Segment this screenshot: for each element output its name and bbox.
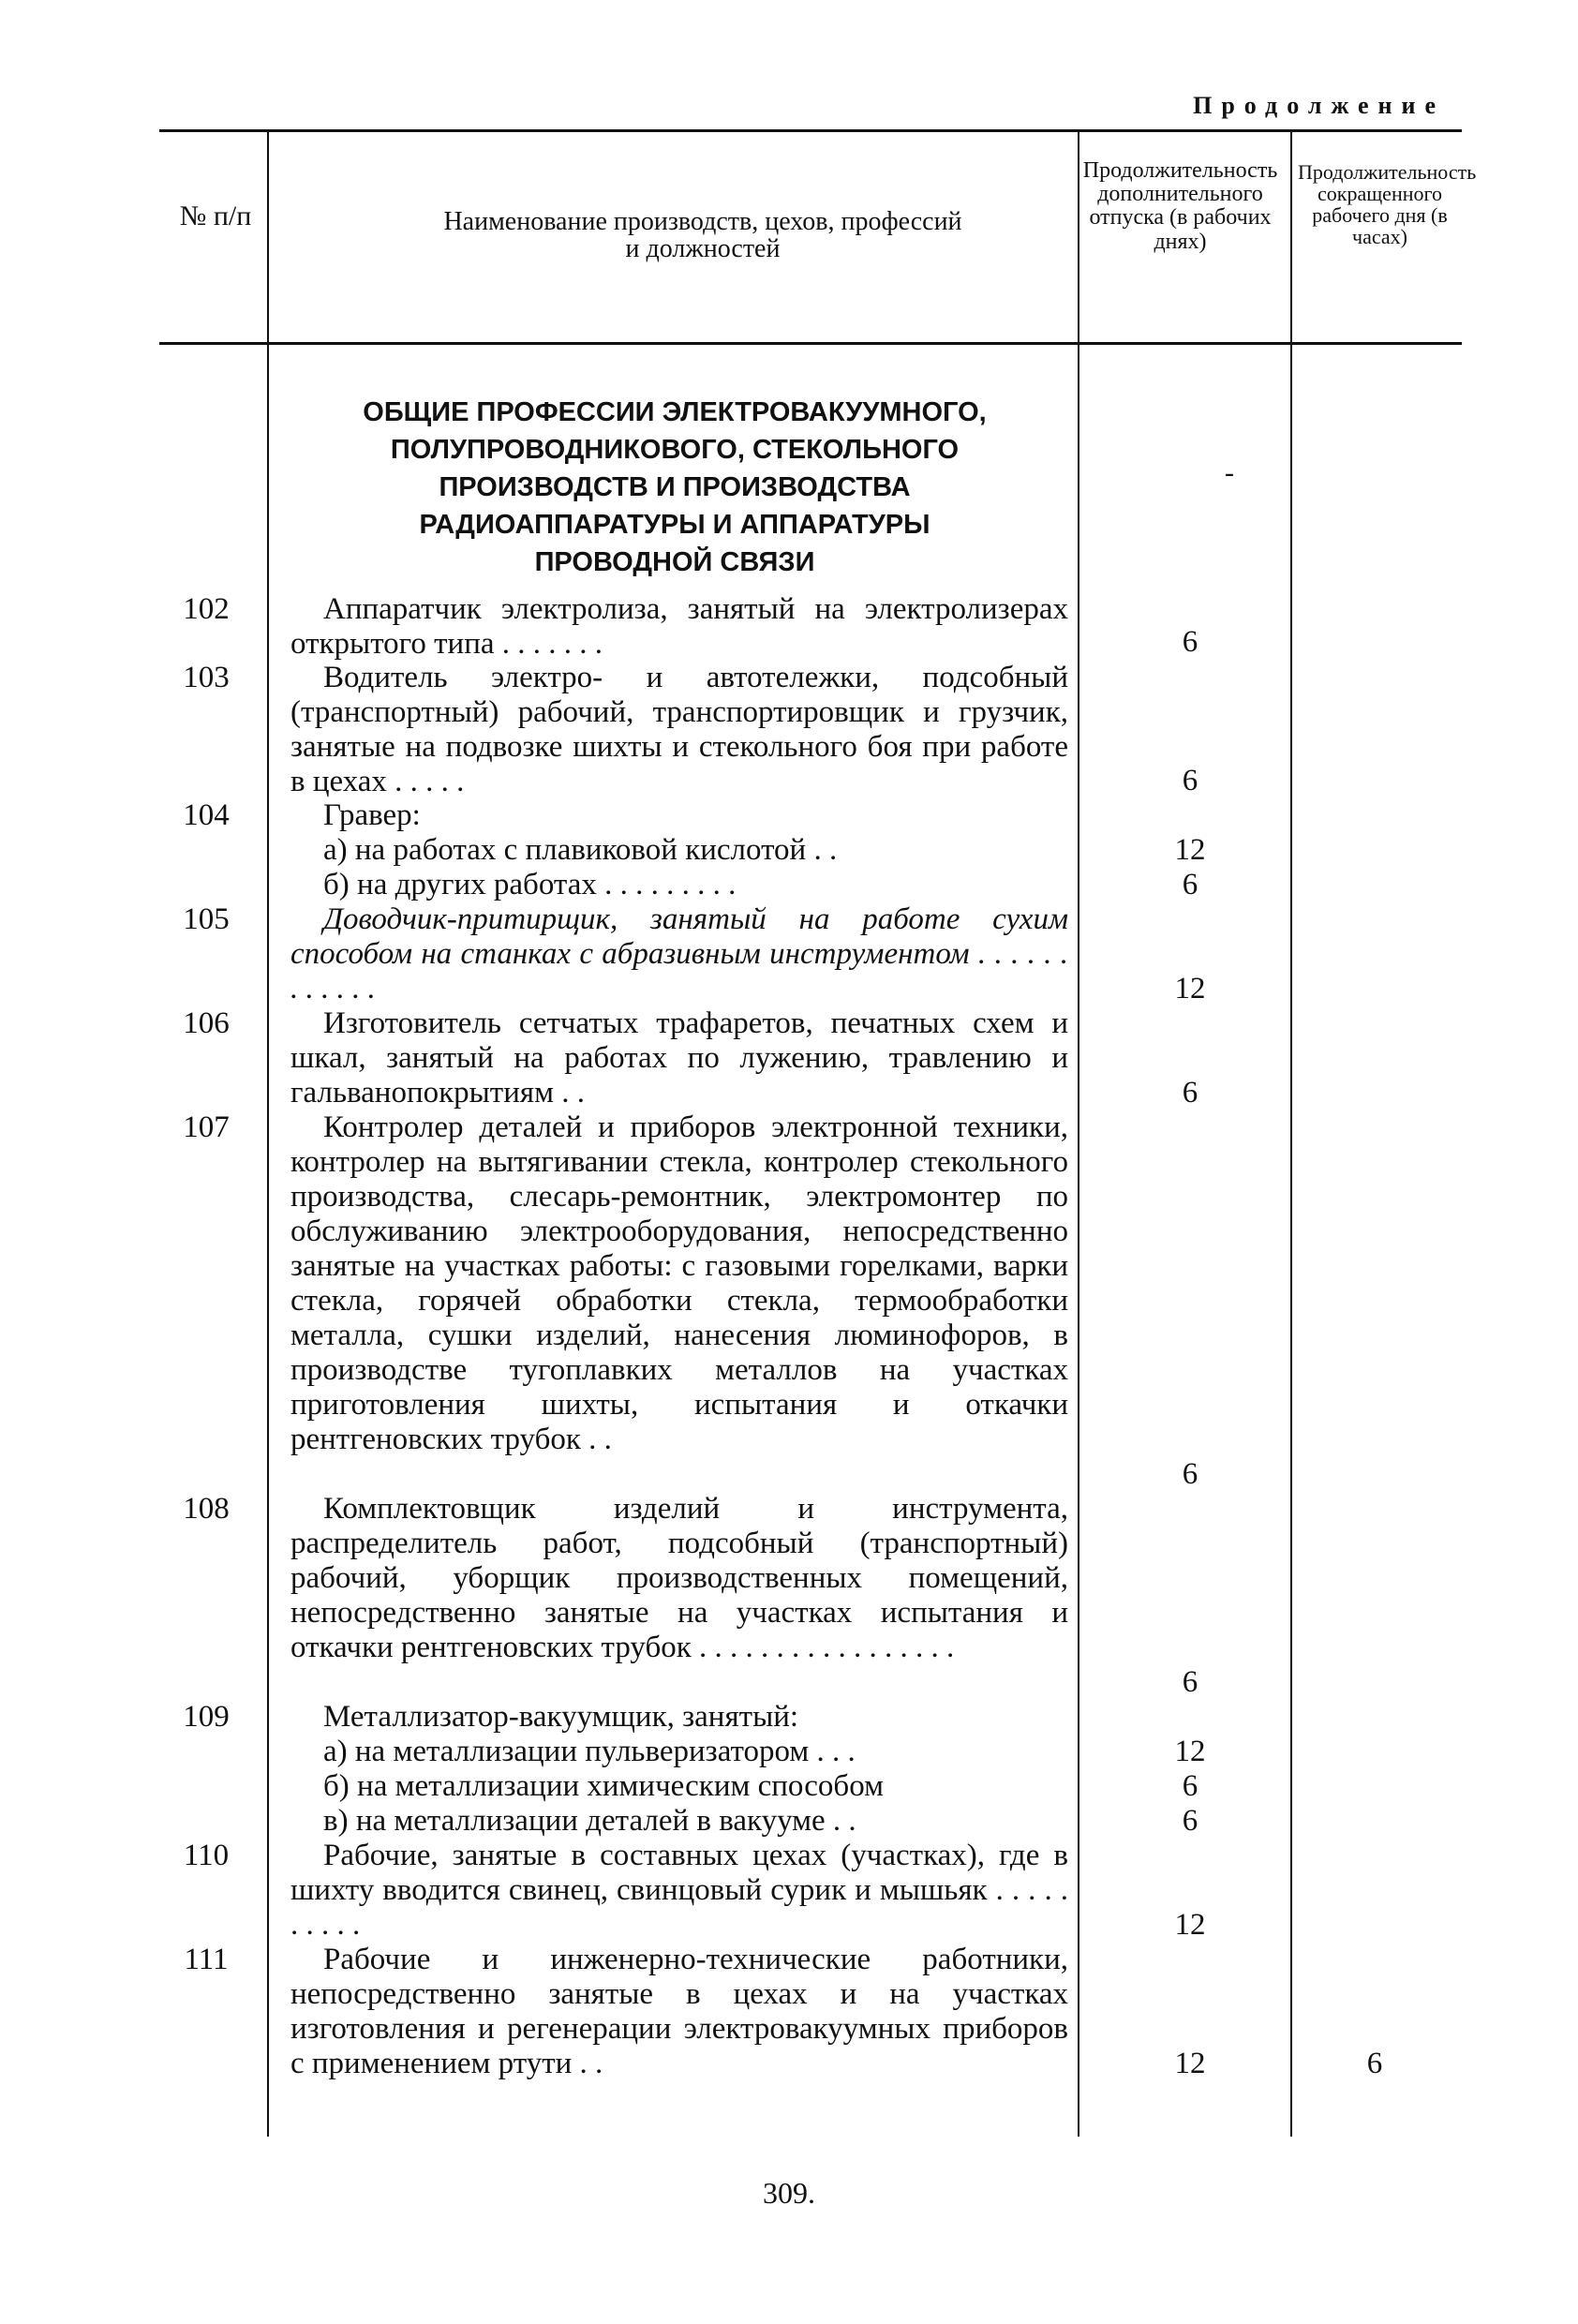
row-number: 106: [183, 1006, 230, 1040]
row-number: 103: [183, 661, 230, 694]
row-leave: 12: [1174, 1908, 1206, 1942]
row-text: Металлизатор-вакуумщик, занятый:: [323, 1700, 799, 1734]
row-text: Аппаратчик электролиза, занятый на электролизерах открытого типа . . . . . . .: [290, 592, 1068, 661]
row-number: 110: [183, 1839, 230, 1872]
row-leave: 6: [1182, 1457, 1198, 1491]
row-leave: 6: [1182, 1804, 1198, 1838]
row-text: б) на других работах . . . . . . . . .: [323, 868, 737, 901]
row-text: а) на работах с плавиковой кислотой . .: [323, 833, 838, 867]
row-text: Доводчик-притирщик, занятый на работе сухим способом на станках с абразивным инструментом . . . . . . . . . . . .: [290, 902, 1068, 1006]
header-reduced-day: Продолжительность сокращенного рабочего дня (в часах): [1298, 160, 1477, 249]
row-number: 109: [183, 1700, 230, 1734]
row-leave: 12: [1174, 833, 1206, 867]
row-number: 104: [183, 798, 230, 832]
table-top-rule: [159, 129, 1462, 132]
row-number: 102: [183, 592, 230, 626]
page-number: 309.: [763, 2176, 815, 2210]
column-divider: [267, 131, 269, 2137]
section-value: -: [1225, 457, 1234, 488]
row-text: Рабочие и инженерно-технические работники, непосредственно занятые в цехах и на участках изготовления и регенерации электровакуумных приборов с применением ртути . .: [290, 1943, 1068, 2080]
row-text: Водитель электро- и автотележки, подсобный (транспортный) рабочий, транспортировщик и грузчик, занятые на подвозке шихты и стекольного боя при работе в цехах . . . . .: [290, 661, 1068, 798]
row-number: 105: [183, 902, 230, 936]
row-number: 107: [183, 1110, 230, 1144]
row-leave: 12: [1174, 2047, 1206, 2080]
row-leave: 6: [1182, 1665, 1198, 1699]
header-name: Наименование производств, цехов, профессий и должностей: [443, 207, 962, 264]
row-leave: 12: [1174, 1735, 1206, 1768]
row-reduced: 6: [1366, 2047, 1383, 2080]
header-additional-leave: Продолжительность дополнительного отпуска (в рабочих днях): [1082, 158, 1278, 254]
row-leave: 6: [1182, 1076, 1198, 1110]
header-bottom-rule: [159, 342, 1462, 345]
row-text: Рабочие, занятые в составных цехах (участках), где в шихту вводится свинец, свинцовый сурик и мышьяк . . . . . . . . . .: [290, 1839, 1068, 1942]
row-text: Контролер деталей и приборов электронной техники, контролер на вытягивании стекла, контролер стекольного производства, слесарь-ремонтник, электромонтер по обслуживанию электрооборудования, непосредственно занятые на участках работы: с газовыми горелками, варки стекла, горячей обработки стекла, термообработки металла, сушки изделий, нанесения люминофоров, в производстве тугоплавких металлов на участках приготовления шихты, испытания и откачки рентгеновских трубок . .: [290, 1110, 1068, 1456]
row-text: Гравер:: [323, 798, 421, 832]
row-number: 111: [184, 1943, 229, 1976]
row-leave: 6: [1182, 868, 1198, 901]
header-number: № п/п: [179, 201, 252, 231]
row-leave: 6: [1182, 764, 1198, 797]
row-leave: 6: [1182, 625, 1198, 659]
column-divider: [1078, 131, 1079, 2137]
row-text: Комплектовщик изделий и инструмента, распределитель работ, подсобный (транспортный) рабочий, уборщик производственных помещений, непосредственно занятые на участках испытания и откачки рентгеновских трубок . . . . . . . . . . . . . . . . .: [290, 1492, 1068, 1664]
row-text: в) на металлизации деталей в вакууме . .: [323, 1804, 856, 1838]
row-leave: 12: [1174, 972, 1206, 1006]
row-text: Изготовитель сетчатых трафаретов, печатных схем и шкал, занятый на работах по лужению, травлению и гальванопокрытиям . .: [290, 1006, 1068, 1110]
row-text: б) на металлизации химическим способом: [323, 1769, 884, 1803]
row-number: 108: [183, 1492, 230, 1526]
row-text: а) на металлизации пульверизатором . . .: [323, 1735, 856, 1768]
column-divider: [1290, 131, 1292, 2137]
row-leave: 6: [1182, 1769, 1198, 1803]
section-title: ОБЩИЕ ПРОФЕССИИ ЭЛЕКТРОВАКУУМНОГО, ПОЛУПРОВОДНИКОВОГО, СТЕКОЛЬНОГО ПРОИЗВОДСТВ И ПРОИЗВОДСТВА РАДИОАППАРАТУРЫ И АППАРАТУРЫ ПРОВОДНОЙ СВЯЗИ: [363, 397, 987, 577]
continuation-label: Продолжение: [1193, 92, 1445, 119]
